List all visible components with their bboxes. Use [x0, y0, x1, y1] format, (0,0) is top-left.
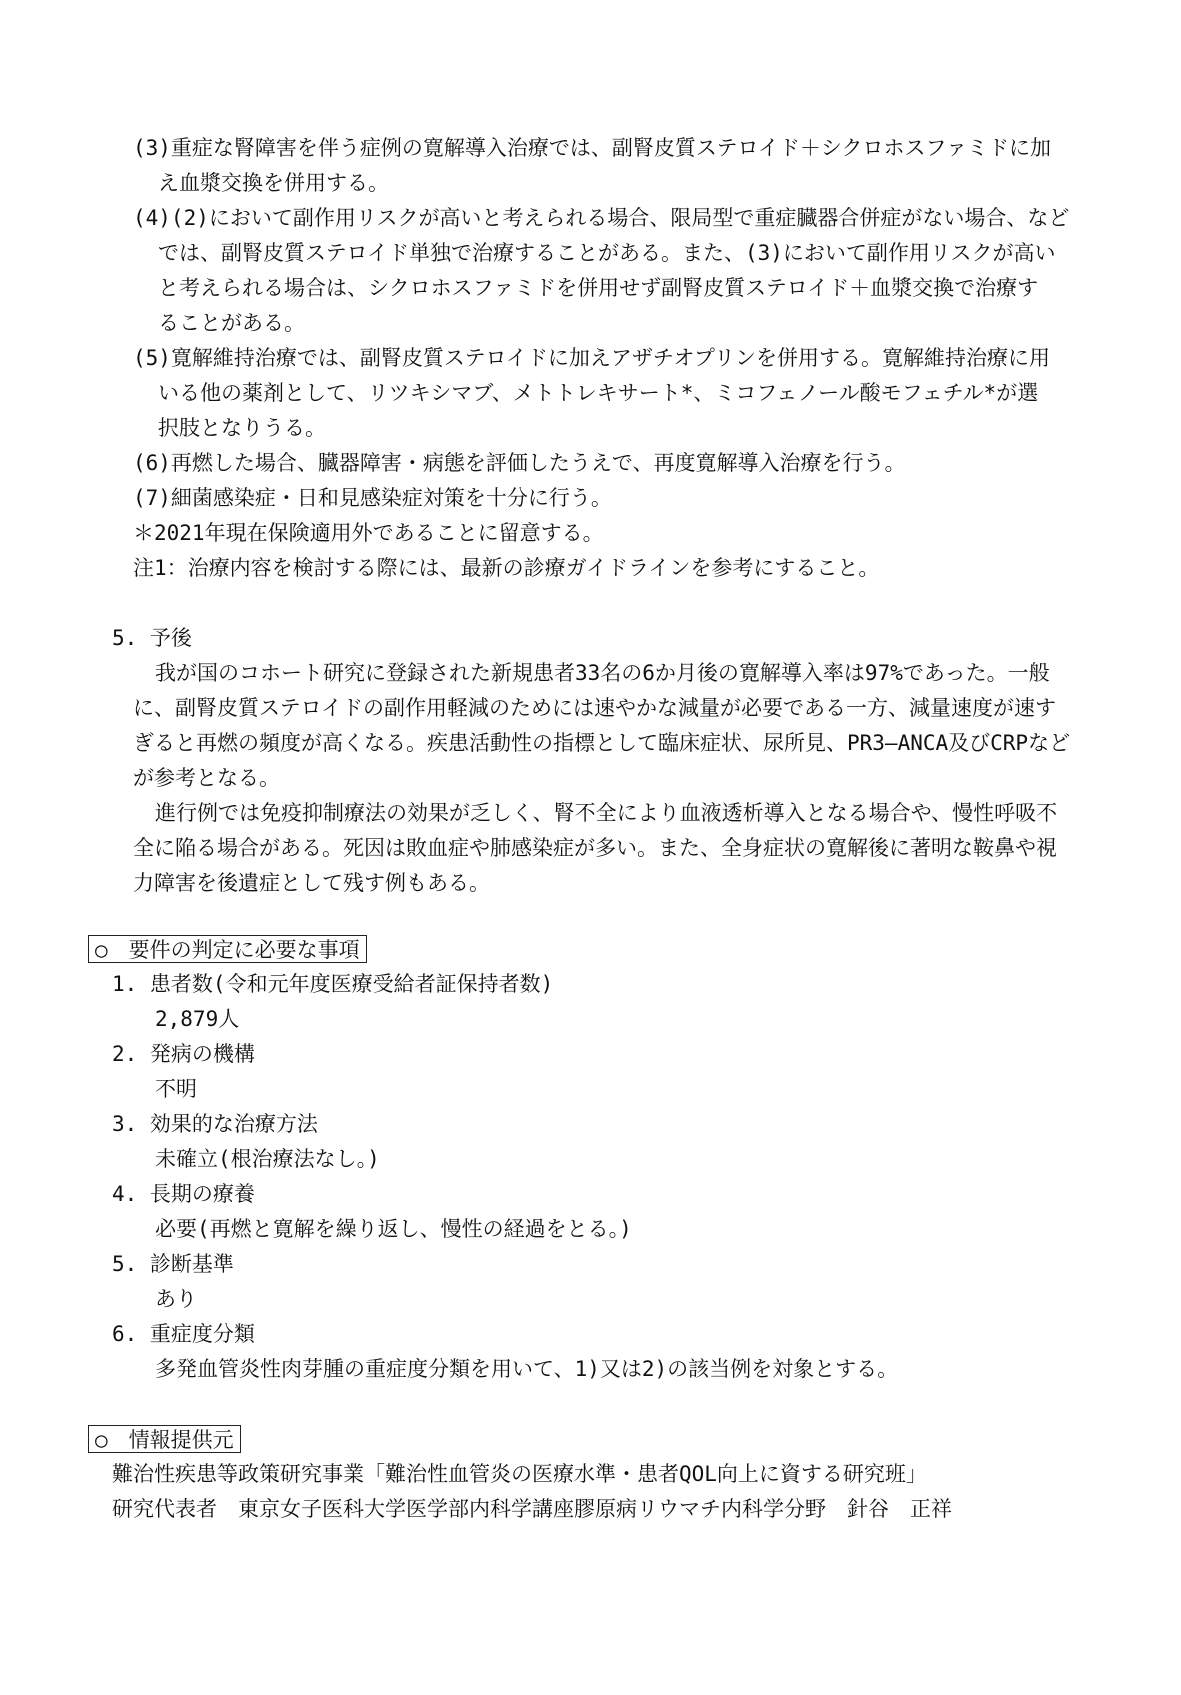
info-source-line-1: 難治性疾患等政策研究事業「難治性血管炎の医療水準・患者QOL向上に資する研究班」: [112, 1462, 927, 1486]
requirement-1-label: 1. 患者数(令和元年度医療受給者証保持者数): [112, 972, 554, 996]
requirement-3-label: 3. 効果的な治療方法: [112, 1112, 318, 1136]
requirement-2-label: 2. 発病の機構: [112, 1042, 255, 1066]
asterisk-note: ＊2021年現在保険適用外であることに留意する。: [133, 521, 604, 545]
treatment-item-4-line-3: と考えられる場合は、シクロホスファミドを併用せず副腎皮質ステロイド＋血漿交換で治療す: [158, 276, 1039, 300]
treatment-item-5-line-2: いる他の薬剤として、リツキシマブ、メトトレキサート*、ミコフェノール酸モフェチル*が選: [158, 381, 1039, 405]
requirement-4-label: 4. 長期の療養: [112, 1182, 255, 1206]
info-source-heading: ○ 情報提供元: [88, 1425, 241, 1453]
requirement-1-value: 2,879人: [155, 1007, 240, 1031]
prognosis-p2-line-3: 力障害を後遺症として残す例もある。: [133, 871, 490, 895]
treatment-item-6: (6)再燃した場合、臓器障害・病態を評価したうえで、再度寛解導入治療を行う。: [133, 451, 906, 475]
prognosis-p1-line-1: 我が国のコホート研究に登録された新規患者33名の6か月後の寛解導入率は97%であった。一般: [155, 661, 1050, 685]
prognosis-p1-line-3: ぎると再燃の頻度が高くなる。疾患活動性の指標として臨床症状、尿所見、PR3―ANCA及びCRPなど: [133, 731, 1071, 755]
requirement-5-value: あり: [155, 1287, 197, 1311]
treatment-item-4-line-1: (4)(2)において副作用リスクが高いと考えられる場合、限局型で重症臓器合併症がない場合、など: [133, 206, 1070, 230]
prognosis-p1-line-4: が参考となる。: [133, 766, 280, 790]
requirement-6-label: 6. 重症度分類: [112, 1322, 255, 1346]
requirement-4-value: 必要(再燃と寛解を繰り返し、慢性の経過をとる。): [155, 1217, 632, 1241]
prognosis-p2-line-1: 進行例では免疫抑制療法の効果が乏しく、腎不全により血液透析導入となる場合や、慢性呼吸不: [155, 801, 1058, 825]
prognosis-p2-line-2: 全に陥る場合がある。死因は敗血症や肺感染症が多い。また、全身症状の寛解後に著明な鞍鼻や視: [133, 836, 1057, 860]
treatment-item-7: (7)細菌感染症・日和見感染症対策を十分に行う。: [133, 486, 612, 510]
treatment-item-5-line-1: (5)寛解維持治療では、副腎皮質ステロイドに加えアザチオプリンを併用する。寛解維持治療に用: [133, 346, 1050, 370]
requirement-3-value: 未確立(根治療法なし。): [155, 1147, 380, 1171]
requirements-heading: ○ 要件の判定に必要な事項: [88, 935, 367, 963]
requirement-2-value: 不明: [155, 1077, 197, 1101]
requirement-6-value: 多発血管炎性肉芽腫の重症度分類を用いて、1)又は2)の該当例を対象とする。: [155, 1357, 899, 1381]
treatment-item-3-line-1: (3)重症な腎障害を伴う症例の寛解導入治療では、副腎皮質ステロイド＋シクロホスファミドに加: [133, 136, 1052, 160]
note-1: 注1：治療内容を検討する際には、最新の診療ガイドラインを参考にすること。: [133, 556, 880, 580]
treatment-item-5-line-3: 択肢となりうる。: [158, 416, 326, 440]
treatment-item-4-line-4: ることがある。: [158, 311, 305, 335]
treatment-item-3-line-2: え血漿交換を併用する。: [158, 171, 389, 195]
prognosis-heading: 5. 予後: [112, 626, 192, 650]
treatment-item-4-line-2: では、副腎皮質ステロイド単独で治療することがある。また、(3)において副作用リスクが高い: [158, 241, 1056, 265]
prognosis-p1-line-2: に、副腎皮質ステロイドの副作用軽減のためには速やかな減量が必要である一方、減量速度が速す: [133, 696, 1056, 720]
info-source-line-2: 研究代表者 東京女子医科大学医学部内科学講座膠原病リウマチ内科学分野 針谷 正祥: [112, 1497, 952, 1521]
requirement-5-label: 5. 診断基準: [112, 1252, 234, 1276]
